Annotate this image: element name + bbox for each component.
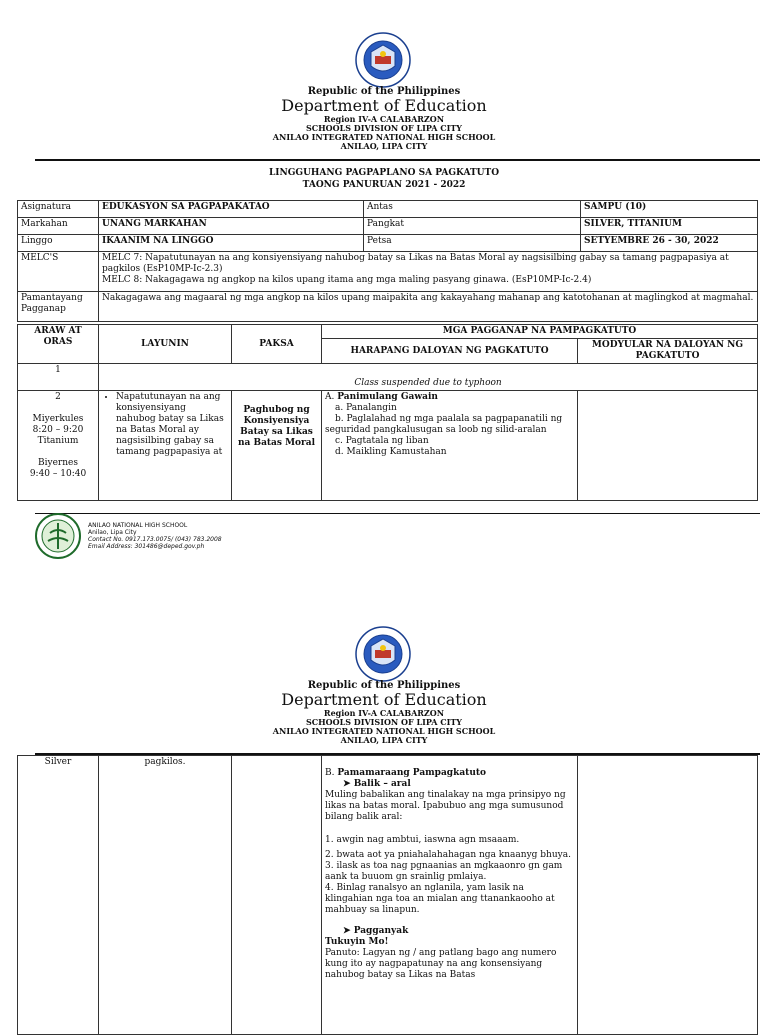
- p2-modular-cell: [578, 756, 758, 1035]
- balik-head: Balik – aral: [353, 779, 411, 789]
- p2-objective-cont: pagkilos.: [99, 756, 232, 1035]
- melc-8: MELC 8: Nakagagawa ng angkop na kilos upang itama ang mga maling pasyang ginawa. (EsP10MP-Ic-2.4): [102, 275, 592, 285]
- row2-sec-1: Titanium: [37, 436, 79, 446]
- p2-topic-cell: [232, 756, 322, 1035]
- col-harapang: HARAPANG DALOYAN NG PAGKATUTO: [322, 339, 578, 364]
- address-text-2: ANILAO, LIPA CITY: [340, 735, 428, 745]
- lesson-table: [17, 324, 758, 501]
- linggo-value: IKAANIM NA LINGGO: [99, 235, 364, 252]
- balik-text: Muling babalikan ang tinalakay na mga prinsipyo ng likas na batas moral. Ipabubuo ang mga sumusunod bilang balik aral:: [325, 790, 566, 822]
- pamantayang-value: Nakagagawa ang magaaral ng mga angkop na kilos upang maipakita ang kakayahang mahanap ang katotohanan at maglingkod at magmahal.: [99, 292, 758, 322]
- asignatura-label: Asignatura: [18, 201, 99, 218]
- footer-email: Email Address: 301486@deped.gov.ph: [88, 543, 205, 550]
- melc-label: MELC'S: [18, 252, 99, 292]
- letterhead: [0, 86, 768, 151]
- melc-cell: [99, 252, 758, 292]
- item-2: 2. bwata aot ya pniahalahahagan nga knaanyg bhuya.: [325, 850, 571, 860]
- markahan-value: UNANG MARKAHAN: [99, 218, 364, 235]
- division-text-2: SCHOOLS DIVISION OF LIPA CITY: [305, 717, 463, 727]
- footer-rule: [35, 513, 760, 514]
- col-gawain: MGA PAGGANAP NA PAMPAGKATUTO: [322, 325, 758, 339]
- markahan-label: Markahan: [18, 218, 99, 235]
- row2-sched-2: Biyernes: [38, 458, 78, 468]
- petsa-value: SETYEMBRE 26 - 30, 2022: [581, 235, 758, 252]
- col-modular: MODYULAR NA DALOYAN NG PAGKATUTO: [578, 339, 758, 364]
- row1-day: 1: [18, 364, 99, 391]
- antas-value: SAMPU (10): [581, 201, 758, 218]
- b-letter: B.: [325, 768, 335, 778]
- region-text: Region IV-A CALABARZON: [323, 114, 445, 124]
- gawain-d: d. Maikling Kamustahan: [335, 447, 447, 457]
- gawain-a: a. Panalangin: [335, 403, 397, 413]
- footer-text: [88, 522, 222, 550]
- p2-gawain-cell: [322, 756, 578, 1035]
- row2-objective: • Napatutunayan na ang konsiyensiyang nahubog batay sa Likas na Batas Moral ay nagsisilbing gabay sa tamang pagpapasiya at: [116, 392, 228, 458]
- gawain-b: b. Paglalahad ng mga paalala sa pagpapanatili ng seguridad pangkalusugan sa loob ng silid-aralan: [325, 414, 563, 435]
- gawain-head: Panimulang Gawain: [337, 392, 438, 402]
- row2-gawain-cell: [322, 391, 578, 501]
- republic-text-2: Republic of the Philippines: [307, 680, 461, 691]
- department-text-2: Department of Education: [281, 690, 487, 709]
- pagganyak-head: Pagganyak: [353, 926, 409, 936]
- pamantayang-label: Pamantayang Pagganap: [18, 292, 99, 322]
- page-2: [0, 620, 768, 1024]
- republic-text: Republic of the Philippines: [307, 86, 461, 97]
- school-text: ANILAO INTEGRATED NATIONAL HIGH SCHOOL: [272, 132, 496, 142]
- col-araw: ARAW AT ORAS: [18, 325, 99, 364]
- col-paksa: PAKSA: [232, 325, 322, 364]
- gawain-c: c. Pagtatala ng liban: [335, 436, 429, 446]
- row2-time-1: 8:20 – 9:20: [32, 425, 84, 435]
- title-line-1: LINGGUHANG PAGPAPLANO SA PAGKATUTO: [268, 168, 500, 178]
- antas-label: Antas: [364, 201, 581, 218]
- b-head: Pamamaraang Pampagkatuto: [337, 768, 487, 778]
- address-text: ANILAO, LIPA CITY: [340, 141, 428, 151]
- arrow-icon-2: ➤: [343, 926, 351, 936]
- header-rule: [35, 159, 760, 161]
- row2-objective-cell: [99, 391, 232, 501]
- letterhead-2: [0, 680, 768, 745]
- pangkat-value: SILVER, TITANIUM: [581, 218, 758, 235]
- pangkat-label: Pangkat: [364, 218, 581, 235]
- lesson-table-continued: [17, 755, 758, 1035]
- footer-contact: Contact No. 0917.173.0075/ (043) 783.2008: [88, 536, 222, 543]
- p2-section: Silver: [18, 756, 99, 1035]
- region-text-2: Region IV-A CALABARZON: [323, 708, 445, 718]
- gawain-head-letter: A.: [325, 392, 335, 402]
- melc-7: MELC 7: Napatutunayan na ang konsiyensiyang nahubog batay sa Likas na Batas Moral ay nagsisilbing gabay sa tamang pagpapasiya at pagkilos (EsP10MP-Ic-2.3): [102, 253, 729, 274]
- title-line-2: TAONG PANURUAN 2021 - 2022: [302, 180, 466, 190]
- petsa-label: Petsa: [364, 235, 581, 252]
- item-4: 4. Binlag ranalsyo an nglanila, yam lasik na klingahian nga toa an mialan ang ttanankaooho at mahbuay sa linapun.: [325, 883, 555, 915]
- row1-note: Class suspended due to typhoon: [99, 364, 758, 391]
- footer-school: ANILAO NATIONAL HIGH SCHOOL: [88, 522, 188, 529]
- department-text: Department of Education: [281, 96, 487, 115]
- panuto-text: Panuto: Lagyan ng / ang patlang bago ang numero kung ito ay nagpapatunay na ang konsensiyang nahubog batay sa Likas na Batas: [325, 948, 557, 980]
- division-text: SCHOOLS DIVISION OF LIPA CITY: [305, 123, 463, 133]
- footer-address: Anilao, Lipa City: [88, 529, 137, 536]
- tukuyin-head: Tukuyin Mo!: [325, 937, 389, 947]
- deped-seal-icon: [355, 32, 411, 88]
- row2-time-2: 9:40 – 10:40: [29, 469, 87, 479]
- item-1: 1. awgin nag ambtui, iaswna agn msaaam.: [325, 835, 520, 845]
- info-table: [17, 200, 758, 322]
- row2-day-cell: [18, 391, 99, 501]
- linggo-label: Linggo: [18, 235, 99, 252]
- row2-modular-cell: [578, 391, 758, 501]
- row2-sched-1: Miyerkules: [32, 414, 84, 424]
- document-title: [0, 167, 768, 191]
- col-layunin: LAYUNIN: [99, 325, 232, 364]
- row2-topic: Paghubog ng Konsiyensiya Batay sa Likas na Batas Moral: [232, 391, 322, 501]
- deped-seal-icon-2: [355, 626, 411, 682]
- arrow-icon: ➤: [343, 779, 351, 789]
- school-text-2: ANILAO INTEGRATED NATIONAL HIGH SCHOOL: [272, 726, 496, 736]
- school-logo-icon: [35, 513, 81, 559]
- asignatura-value: EDUKASYON SA PAGPAPAKATAO: [99, 201, 364, 218]
- item-3: 3. ilask as toa nag pgnaanias an mgkaaonro gn gam aank ta buuom gn srainlig pmlaiya.: [325, 861, 563, 882]
- row2-day: 2: [55, 392, 61, 402]
